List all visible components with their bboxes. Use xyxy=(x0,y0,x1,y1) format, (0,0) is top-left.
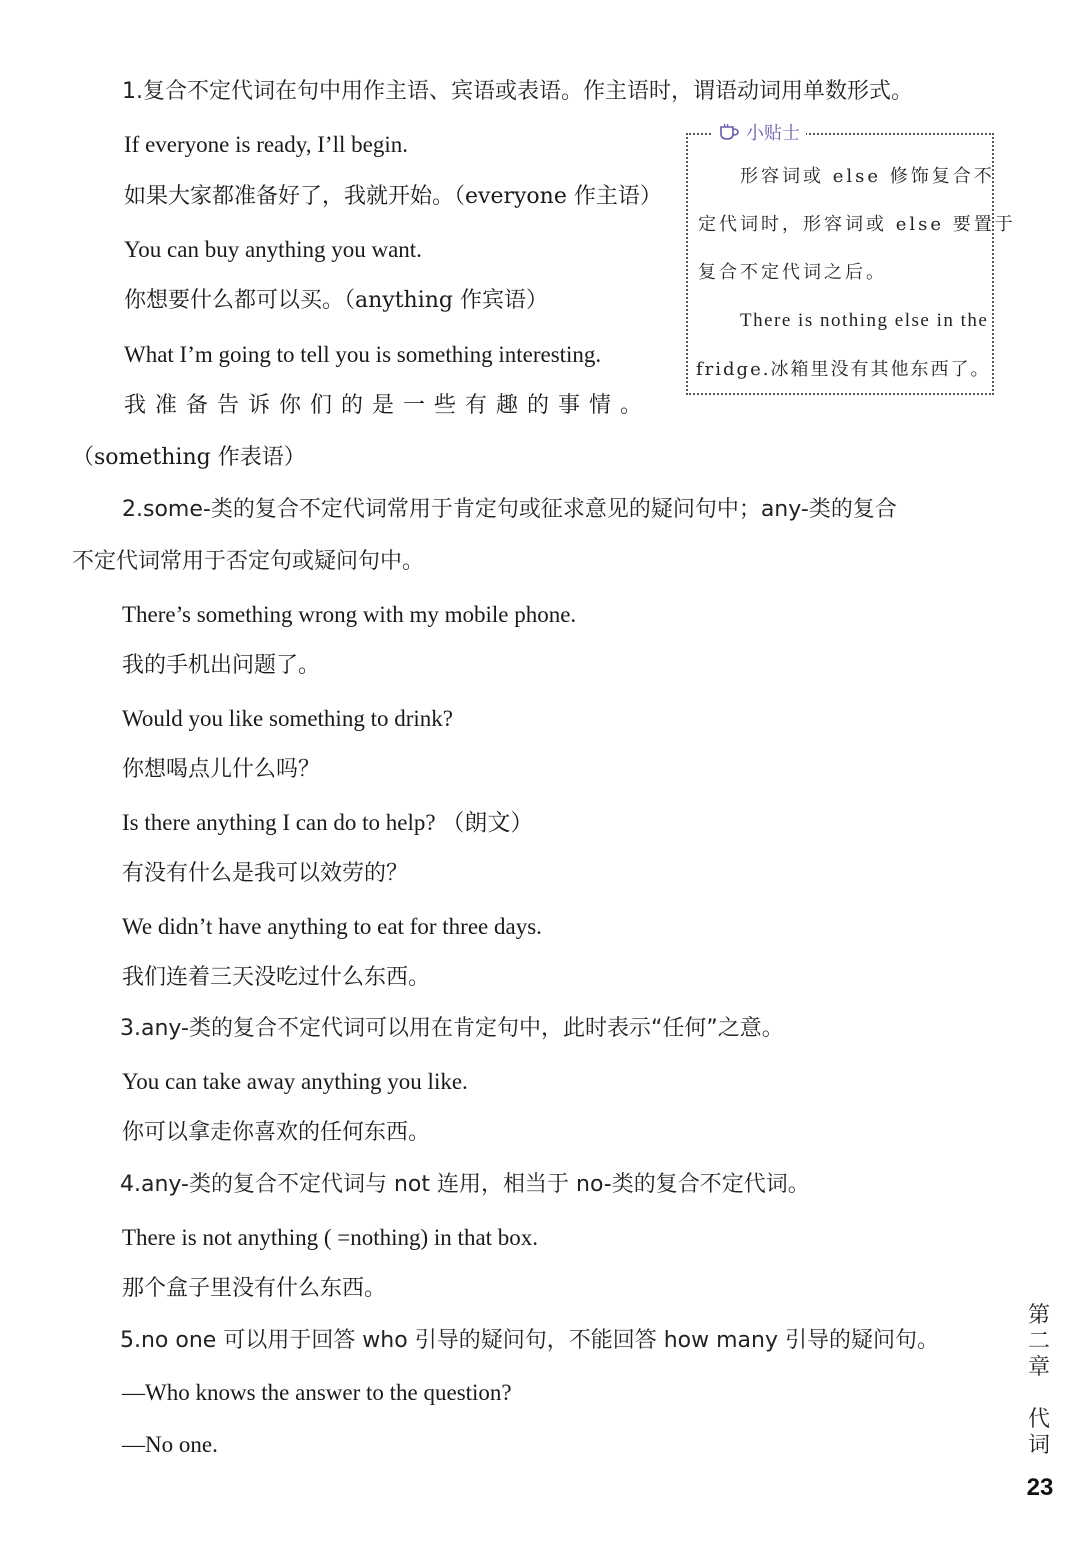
example-2-en: You can buy anything you want. xyxy=(124,237,422,262)
tip-title xyxy=(712,118,806,146)
example-8-zh: 你可以拿走你喜欢的任何东西。 xyxy=(122,1120,431,1145)
topic-char: 代 xyxy=(1027,1407,1050,1432)
chapter-char: 章 xyxy=(1027,1355,1050,1380)
chapter-char: 第 xyxy=(1027,1303,1050,1328)
rule-2-line-2: 不定代词常用于否定句或疑问句中。 xyxy=(72,549,425,574)
example-9-zh: 那个盒子里没有什么东西。 xyxy=(122,1276,387,1301)
tip-line-4: There is nothing else in the xyxy=(740,310,989,331)
cup-icon xyxy=(718,123,740,141)
tip-line-1: 形容词或 else 修饰复合不 xyxy=(740,166,995,187)
rule-4: 4.any-类的复合不定代词与 not 连用，相当于 no-类的复合不定代词。 xyxy=(120,1172,810,1197)
example-4-zh: 我的手机出问题了。 xyxy=(122,653,321,678)
page-number: 23 xyxy=(1026,1474,1054,1501)
tip-title-text: 小贴士 xyxy=(746,123,800,144)
example-4-en: There’s something wrong with my mobile phone. xyxy=(122,602,577,627)
example-1-en: If everyone is ready, I’ll begin. xyxy=(124,132,408,157)
example-3-zh-note: （something 作表语） xyxy=(72,445,306,470)
example-10-answer: —No one. xyxy=(122,1432,218,1457)
rule-2-line-1: 2.some-类的复合不定代词常用于肯定句或征求意见的疑问句中；any-类的复合 xyxy=(122,497,897,522)
example-1-zh: 如果大家都准备好了，我就开始。（everyone 作主语） xyxy=(124,184,662,209)
example-5-en: Would you like something to drink? xyxy=(122,706,453,731)
example-9-en: There is not anything ( =nothing) in that box. xyxy=(122,1225,539,1250)
example-2-zh: 你想要什么都可以买。（anything 作宾语） xyxy=(124,288,549,313)
rule-1: 1.复合不定代词在句中用作主语、宾语或表语。作主语时，谓语动词用单数形式。 xyxy=(122,79,913,104)
example-5-zh: 你想喝点儿什么吗？ xyxy=(122,757,321,782)
example-3-zh: 我准备告诉你们的是一些有趣的事情。 xyxy=(124,393,652,418)
tip-line-5: fridge.冰箱里没有其他东西了。 xyxy=(696,359,991,380)
tip-line-2: 定代词时，形容词或 else 要置于 xyxy=(698,214,1016,235)
chapter-char: 二 xyxy=(1027,1329,1050,1354)
side-chapter-label xyxy=(1022,1303,1056,1459)
example-3-en: What I’m going to tell you is something interesting. xyxy=(124,342,602,367)
rule-5: 5.no one 可以用于回答 who 引导的疑问句，不能回答 how many 引导的疑问句。 xyxy=(120,1328,939,1353)
example-7-zh: 我们连着三天没吃过什么东西。 xyxy=(122,965,431,990)
rule-3: 3.any-类的复合不定代词可以用在肯定句中，此时表示“任何”之意。 xyxy=(120,1016,784,1041)
tip-line-3: 复合不定代词之后。 xyxy=(698,262,887,283)
example-8-en: You can take away anything you like. xyxy=(122,1069,468,1094)
example-7-en: We didn’t have anything to eat for three days. xyxy=(122,914,542,939)
example-10-question: —Who knows the answer to the question? xyxy=(122,1380,512,1405)
topic-char: 词 xyxy=(1027,1433,1050,1458)
example-6-zh: 有没有什么是我可以效劳的？ xyxy=(122,861,409,886)
example-6-en: Is there anything I can do to help? （朗文） xyxy=(122,810,534,835)
